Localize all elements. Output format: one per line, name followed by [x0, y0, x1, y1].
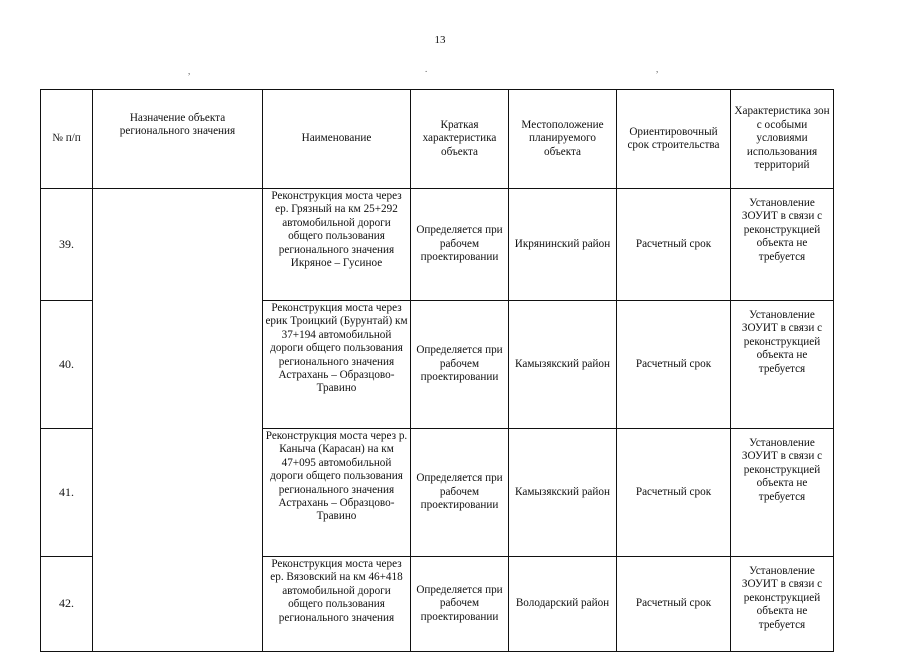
row-location: Володарский район	[509, 557, 617, 652]
row-brief: Определяется при рабочем проектировании	[411, 557, 509, 652]
header-location: Местоположение планируемого объекта	[509, 90, 617, 189]
row-num: 39.	[41, 189, 93, 301]
header-brief: Краткая характеристика объекта	[411, 90, 509, 189]
scan-speck: ,	[188, 66, 191, 76]
header-name: Наименование	[263, 90, 411, 189]
row-location: Камызякский район	[509, 301, 617, 429]
header-zone: Характеристика зон с особыми условиями использования территорий	[731, 90, 834, 189]
row-term: Расчетный срок	[617, 557, 731, 652]
row-name: Реконструкция моста через р. Каныча (Карасан) на км 47+095 автомобильной дороги общего пользования регионального значения Астрахань – Образцово-Травино	[263, 429, 411, 557]
row-zone: Установление ЗОУИТ в связи с реконструкцией объекта не требуется	[731, 557, 834, 652]
row-zone: Установление ЗОУИТ в связи с реконструкцией объекта не требуется	[731, 429, 834, 557]
table-row	[41, 189, 834, 301]
row-name: Реконструкция моста через ер. Вязовский на км 46+418 автомобильной дороги общего пользования регионального значения	[263, 557, 411, 652]
row-num: 42.	[41, 557, 93, 652]
row-location: Камызякский район	[509, 429, 617, 557]
row-brief: Определяется при рабочем проектировании	[411, 429, 509, 557]
row-term: Расчетный срок	[617, 429, 731, 557]
purpose-cell	[93, 189, 263, 652]
row-num: 40.	[41, 301, 93, 429]
row-term: Расчетный срок	[617, 301, 731, 429]
header-term: Ориентировочный срок строительства	[617, 90, 731, 189]
row-brief: Определяется при рабочем проектировании	[411, 189, 509, 301]
header-purpose: Назначение объекта регионального значения	[93, 90, 263, 189]
row-term: Расчетный срок	[617, 189, 731, 301]
regional-objects-table	[40, 89, 834, 652]
row-name: Реконструкция моста через ерик Троицкий (Бурунтай) км 37+194 автомобильной дороги общего пользования регионального значения Астрахань – Образцово-Травино	[263, 301, 411, 429]
header-num: № п/п	[41, 90, 93, 189]
scan-speck: ,	[656, 64, 659, 74]
row-location: Икрянинский район	[509, 189, 617, 301]
row-zone: Установление ЗОУИТ в связи с реконструкцией объекта не требуется	[731, 301, 834, 429]
table-header-row	[41, 90, 834, 189]
row-brief: Определяется при рабочем проектировании	[411, 301, 509, 429]
scan-speck: .	[425, 64, 428, 74]
page-number: 13	[434, 34, 446, 46]
row-name: Реконструкция моста через ер. Грязный на км 25+292 автомобильной дороги общего пользования регионального значения Икряное – Гусиное	[263, 189, 411, 301]
row-zone: Установление ЗОУИТ в связи с реконструкцией объекта не требуется	[731, 189, 834, 301]
row-num: 41.	[41, 429, 93, 557]
